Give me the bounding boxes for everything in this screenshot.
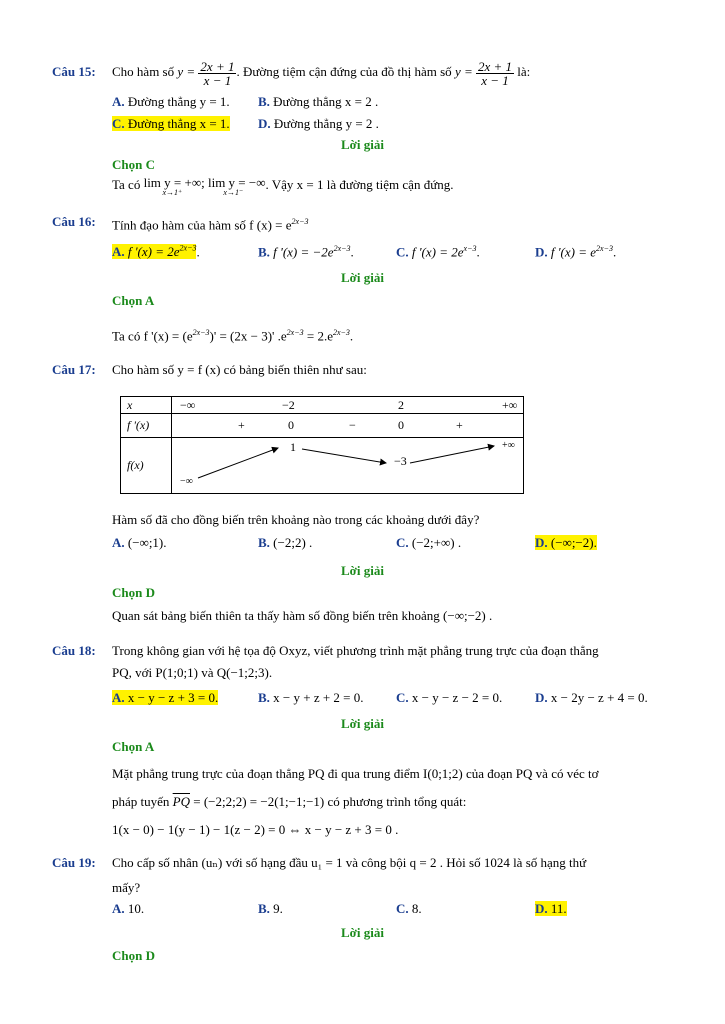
cell-text: x — [127, 397, 133, 412]
arrow-down — [302, 449, 386, 463]
question-17-text: Hàm số đã cho đồng biến trên khoảng nào trong các khoảng dưới đây? — [112, 512, 480, 527]
option-text: f '(x) = 2e — [127, 244, 180, 260]
vector-pq: $\overline{PQ}$ — [172, 794, 190, 809]
option-label: C. — [396, 244, 409, 260]
arrow-up-1 — [198, 448, 278, 478]
option-label: C. — [112, 116, 125, 131]
option-text: x − y − z + 3 = 0. — [127, 690, 219, 705]
option-label: A. — [112, 94, 125, 109]
question-19-stem-2: mấy? — [112, 880, 141, 895]
question-18-stem-2: PQ, với P(1;0;1) và Q(−1;2;3). — [112, 665, 273, 680]
option-a — [112, 901, 144, 917]
x-neg-inf: −∞ — [180, 398, 196, 412]
limit-2 — [201, 177, 265, 197]
option-label: A. — [112, 901, 125, 916]
stem-text: Cho hàm số — [112, 64, 175, 79]
option-label: D. — [535, 244, 548, 260]
option-text: Đường thẳng y = 2 . — [273, 116, 379, 131]
sign-zero: 0 — [398, 418, 404, 432]
option-d-correct — [535, 901, 567, 917]
sol-text: = 2.e — [303, 328, 333, 344]
solution-text — [112, 177, 454, 197]
option-a-correct — [112, 690, 218, 706]
option-a-correct — [112, 241, 200, 260]
solution-text — [112, 325, 353, 344]
limit-main: ; lim y = −∞ — [201, 175, 266, 190]
table-head-fprime — [121, 414, 172, 438]
solution-text-2 — [112, 794, 466, 810]
stem-text: là: — [517, 64, 531, 79]
limit-sub: x→1⁻ — [223, 188, 244, 197]
option-b — [258, 901, 283, 917]
option-b — [258, 241, 354, 260]
limit-1 — [144, 177, 202, 197]
option-label: B. — [258, 244, 270, 260]
exponent: 2x−3 — [596, 244, 613, 253]
option-text: 11. — [550, 901, 567, 916]
option-text: Đường thẳng x = 1. — [127, 116, 230, 131]
fraction-2 — [476, 60, 514, 87]
option-text: (−2;+∞) . — [411, 535, 462, 550]
option-d-correct — [535, 535, 597, 551]
exponent: x−3 — [463, 244, 477, 253]
sol-text: . — [349, 328, 354, 344]
option-text: f '(x) = e — [550, 244, 597, 260]
exponent: 2x−3 — [333, 244, 351, 253]
question-16-stem — [112, 214, 308, 233]
option-label: D. — [258, 116, 271, 131]
option-c — [396, 690, 502, 706]
f-value-1: 1 — [290, 440, 296, 454]
variation-arrows — [172, 438, 572, 494]
option-text: x − y + z + 2 = 0. — [273, 690, 364, 705]
frac-den: x − 1 — [203, 72, 232, 88]
solution-heading: Lời giải — [341, 563, 384, 578]
x-pos-inf: +∞ — [502, 398, 518, 412]
punct: . — [476, 244, 480, 260]
limit-sub: x→1⁺ — [162, 188, 183, 197]
option-text: 10. — [127, 901, 145, 916]
option-d — [258, 116, 379, 132]
option-text: 9. — [273, 901, 283, 916]
question-17-stem: Cho hàm số y = f (x) có bảng biến thiên như sau: — [112, 362, 367, 377]
sol-text: = (−2;2;2) = −2(1;−1;−1) có phương trình tổng quát: — [193, 794, 467, 809]
option-text: x − 2y − z + 4 = 0. — [550, 690, 648, 705]
exponent: 2x−3 — [192, 328, 210, 337]
limit-main: lim y = +∞ — [143, 175, 202, 190]
f-pos-inf: +∞ — [502, 440, 515, 451]
solution-text: Quan sát bảng biến thiên ta thấy hàm số đồng biến trên khoảng (−∞;−2) . — [112, 608, 493, 623]
sign-plus: + — [456, 418, 463, 432]
frac-num: 2x + 1 — [477, 58, 513, 74]
option-label: D. — [535, 535, 548, 550]
punct: . — [350, 244, 354, 260]
solution-text-3: 1(x − 0) − 1(y − 1) − 1(z − 2) = 0 ⇔ x − y − z + 3 = 0 . — [112, 822, 399, 837]
cell-text: f '(x) — [127, 418, 150, 432]
question-19-stem: Cho cấp số nhân (uₙ) với số hạng đầu u₁ = 1 và công bội q = 2 . Hỏi số 1024 là số hạng thứ — [112, 855, 587, 870]
f-value-minus-3: −3 — [394, 454, 407, 468]
option-text: Đường thẳng y = 1. — [127, 94, 230, 109]
option-label: A. — [112, 535, 125, 550]
sign-plus: + — [238, 418, 245, 432]
option-text: x − y − z − 2 = 0. — [411, 690, 503, 705]
option-label: C. — [396, 690, 409, 705]
question-19-label: Câu 19: — [52, 855, 96, 870]
variation-table — [120, 396, 524, 494]
option-b — [258, 690, 364, 706]
solution-heading: Lời giải — [341, 270, 384, 285]
answer-choice: Chọn A — [112, 293, 155, 308]
x-2: 2 — [398, 398, 404, 412]
option-d — [535, 241, 616, 260]
sol-text: pháp tuyến — [112, 794, 170, 809]
option-d — [535, 690, 648, 706]
sol-text: Ta có — [112, 177, 141, 192]
option-label: C. — [396, 901, 409, 916]
answer-choice: Chọn D — [112, 948, 155, 963]
question-16-label: Câu 16: — [52, 214, 96, 229]
question-15-label: Câu 15: — [52, 64, 96, 79]
exponent: 2x−3 — [332, 328, 350, 337]
arrow-up-2 — [410, 446, 494, 463]
option-label: C. — [396, 535, 409, 550]
stem-text: . Đường tiệm cận đứng của đồ thị hàm số — [236, 64, 452, 79]
sign-zero: 0 — [288, 418, 294, 432]
option-a — [112, 94, 230, 110]
cell-text: f(x) — [127, 458, 144, 472]
func-lhs: y = — [454, 64, 473, 79]
sol-text: Ta có f '(x) = (e — [112, 328, 193, 344]
option-label: B. — [258, 535, 270, 550]
solution-heading: Lời giải — [341, 716, 384, 731]
fraction-1 — [198, 60, 236, 87]
punct: . — [612, 244, 617, 260]
option-text: (−∞;1). — [127, 535, 167, 550]
option-label: A. — [112, 244, 125, 260]
solution-heading: Lời giải — [341, 137, 384, 152]
f-neg-inf: −∞ — [180, 476, 193, 487]
option-c-correct — [112, 116, 230, 132]
answer-choice: Chọn C — [112, 157, 155, 172]
question-17-label: Câu 17: — [52, 362, 96, 377]
option-c — [396, 535, 461, 551]
exponent: 2x−3 — [179, 244, 197, 253]
option-c — [396, 901, 422, 917]
sol-text: )' = (2x − 3)' .e — [209, 328, 287, 344]
option-text: (−∞;−2). — [550, 535, 597, 550]
question-18-stem: Trong không gian với hệ tọa độ Oxyz, viết phương trình mặt phẳng trung trực của đoạn thẳng — [112, 643, 599, 658]
exponent: 2x−3 — [286, 328, 304, 337]
option-c — [396, 241, 480, 260]
f-row — [172, 438, 524, 494]
exponent: 2x−3 — [291, 217, 309, 226]
sign-minus: − — [349, 418, 356, 432]
option-label: B. — [258, 901, 270, 916]
stem-text: Tính đạo hàm của hàm số f (x) = e — [112, 217, 292, 233]
question-18-label: Câu 18: — [52, 643, 96, 658]
option-text: Đường thẳng x = 2 . — [273, 94, 379, 109]
option-text: f '(x) = −2e — [273, 244, 334, 260]
func-lhs: y = — [177, 64, 196, 79]
frac-den: x − 1 — [481, 72, 509, 88]
option-text: f '(x) = 2e — [411, 244, 464, 260]
answer-choice: Chọn D — [112, 585, 155, 600]
frac-num: 2x + 1 — [200, 58, 235, 74]
x-minus-2: −2 — [282, 398, 295, 412]
table-head-f — [121, 438, 172, 494]
option-label: B. — [258, 94, 270, 109]
option-text: 8. — [411, 901, 422, 916]
option-label: D. — [535, 690, 548, 705]
option-b — [258, 535, 312, 551]
option-a — [112, 535, 167, 551]
sign-row — [172, 414, 524, 438]
question-15-stem — [112, 54, 530, 90]
solution-heading: Lời giải — [341, 925, 384, 940]
option-text: (−2;2) . — [273, 535, 313, 550]
option-label: B. — [258, 690, 270, 705]
option-label: A. — [112, 690, 125, 705]
answer-choice: Chọn A — [112, 739, 155, 754]
table-head-x — [121, 397, 172, 414]
solution-text-1: Mặt phẳng trung trực của đoạn thẳng PQ đi qua trung điểm I(0;1;2) của đoạn PQ và có véc tơ — [112, 766, 599, 781]
sol-text: . Vậy x = 1 là đường tiệm cận đứng. — [265, 177, 454, 192]
option-label: D. — [535, 901, 548, 916]
x-row — [172, 397, 524, 414]
punct: . — [196, 244, 200, 260]
option-b — [258, 94, 378, 110]
